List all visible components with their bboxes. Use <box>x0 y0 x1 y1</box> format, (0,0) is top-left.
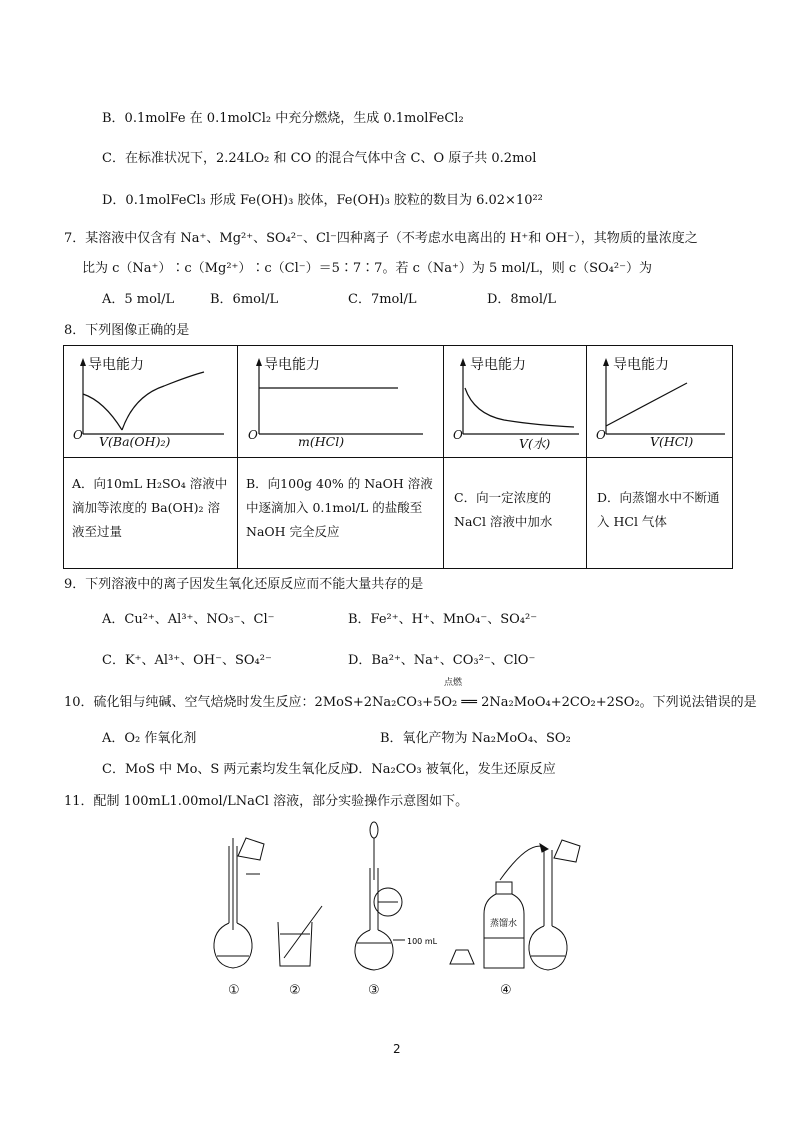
q9-option-b: B．Fe²⁺、H⁺、MnO₄⁻、SO₄²⁻ <box>348 612 538 627</box>
diagram-label-2: ② <box>289 983 301 998</box>
graph-d-xlabel: V(HCl) <box>650 434 694 449</box>
q9-option-a: A．Cu²⁺、Al³⁺、NO₃⁻、Cl⁻ <box>102 612 275 627</box>
q10-option-d: D．Na₂CO₃ 被氧化，发生还原反应 <box>348 762 556 777</box>
q9-option-c: C．K⁺、Al³⁺、OH⁻、SO₄²⁻ <box>102 653 272 668</box>
q11-stem: 11．配制 100mL1.00mol/LNaCl 溶液，部分实验操作示意图如下。 <box>64 794 469 809</box>
page-number: 2 <box>393 1042 401 1056</box>
q8-caption-a: A．向10mL H₂SO₄ 溶液中滴加等浓度的 Ba(OH)₂ 溶液至过量 <box>72 476 228 539</box>
q6-option-d: D．0.1molFeCl₃ 形成 Fe(OH)₃ 胶体，Fe(OH)₃ 胶粒的数目为 6.02×10²² <box>102 193 543 208</box>
q8-graph-d-cell <box>587 346 732 458</box>
beaker-icon <box>278 906 322 966</box>
flask-4-icon <box>529 840 580 970</box>
graph-a-ylabel: 导电能力 <box>88 357 144 373</box>
q8-graph-b-cell <box>238 346 444 458</box>
diagram-label-3: ③ <box>368 983 380 998</box>
q8-caption-c-cell <box>444 458 587 568</box>
graph-c-ylabel: 导电能力 <box>470 357 526 373</box>
q10-option-b: B．氧化产物为 Na₂MoO₄、SO₂ <box>380 731 571 746</box>
q7-option-b: B．6mol/L <box>210 292 279 307</box>
q7-option-c: C．7mol/L <box>348 292 417 307</box>
q11-lab-diagram <box>200 818 600 978</box>
q8-graph-table <box>63 345 733 569</box>
q9-stem: 9．下列溶液中的离子因发生氧化还原反应而不能大量共存的是 <box>64 577 424 592</box>
graph-d-origin: O <box>596 428 606 442</box>
flask-1-icon <box>214 838 264 968</box>
wash-bottle-icon <box>450 844 548 968</box>
q6-option-b: B．0.1molFe 在 0.1molCl₂ 中充分燃烧，生成 0.1molFeCl₂ <box>102 111 464 126</box>
graph-c-xlabel: V(水) <box>519 436 551 451</box>
graph-d-ylabel: 导电能力 <box>613 357 669 373</box>
q7-option-a: A．5 mol/L <box>102 292 175 307</box>
graph-b-origin: O <box>248 428 258 442</box>
q8-caption-a-cell <box>64 458 238 568</box>
q10-stem: 10．硫化钼与纯碱、空气焙烧时发生反应：2MoS+2Na₂CO₃+5O₂ ══ 2Na₂MoO₄+2CO₂+2SO₂。下列说法错误的是 <box>64 695 757 710</box>
q8-caption-c: C．向一定浓度的 NaCl 溶液中加水 <box>454 490 553 529</box>
graph-a-xlabel: V(Ba(OH)₂) <box>99 434 171 449</box>
q10-option-c: C．MoS 中 Mo、S 两元素均发生氧化反应 <box>102 762 354 777</box>
q10-condition: 点燃 <box>444 678 463 688</box>
graph-b-ylabel: 导电能力 <box>264 357 320 373</box>
q8-caption-b-cell <box>238 458 444 568</box>
bottle-label: 蒸馏水 <box>490 919 518 929</box>
graph-a-origin: O <box>73 428 83 442</box>
graph-b-xlabel: m(HCl) <box>298 434 345 449</box>
q6-option-c: C．在标准状况下，2.24LO₂ 和 CO 的混合气体中含 C、O 原子共 0.2mol <box>102 151 537 166</box>
diagram-label-4: ④ <box>500 983 512 998</box>
q7-stem-line1: 7．某溶液中仅含有 Na⁺、Mg²⁺、SO₄²⁻、Cl⁻四种离子（不考虑水电离出的 H⁺和 OH⁻），其物质的量浓度之 <box>64 231 698 246</box>
diagram-label-1: ① <box>228 983 240 998</box>
q8-stem: 8．下列图像正确的是 <box>64 323 190 338</box>
q8-graph-c-cell <box>444 346 587 458</box>
flask-mark-label: 100 mL <box>407 937 438 946</box>
q8-graph-a-cell <box>64 346 238 458</box>
q9-option-d: D．Ba²⁺、Na⁺、CO₃²⁻、ClO⁻ <box>348 653 536 668</box>
graph-c-origin: O <box>453 428 463 442</box>
q8-caption-d-cell <box>587 458 732 568</box>
flask-3-icon <box>355 822 405 970</box>
q7-option-d: D．8mol/L <box>487 292 557 307</box>
q8-caption-d: D．向蒸馏水中不断通入 HCl 气体 <box>597 490 720 529</box>
q8-caption-b: B．向100g 40% 的 NaOH 溶液中逐滴加入 0.1mol/L 的盐酸至 NaOH 完全反应 <box>246 476 433 539</box>
q10-option-a: A．O₂ 作氧化剂 <box>102 731 197 746</box>
q7-stem-line2: 比为 c（Na⁺）∶c（Mg²⁺）∶c（Cl⁻）＝5∶7∶7。若 c（Na⁺）为 5 mol/L，则 c（SO₄²⁻）为 <box>82 261 652 276</box>
